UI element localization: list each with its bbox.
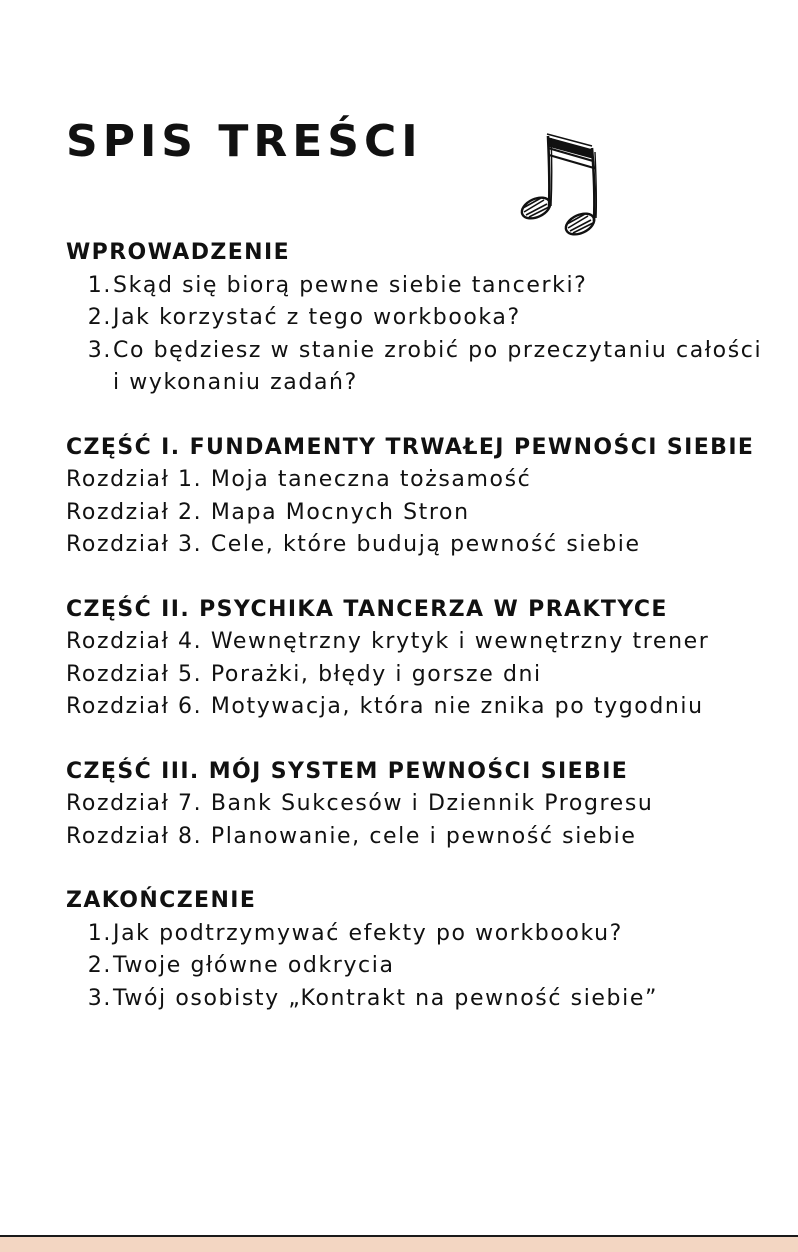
list-item bbox=[66, 950, 766, 983]
item-number: 3. bbox=[87, 337, 112, 363]
table-of-contents bbox=[66, 237, 766, 1047]
chapter-item: Rozdział 4. Wewnętrzny krytyk i wewnętrzny trener bbox=[66, 629, 710, 654]
section-part-1 bbox=[66, 432, 766, 562]
item-number: 1. bbox=[87, 920, 112, 946]
music-note-icon bbox=[514, 128, 606, 246]
item-number: 3. bbox=[87, 985, 112, 1011]
item-text: Jak podtrzymywać efekty po workbooku? bbox=[113, 920, 623, 946]
footer-bar bbox=[0, 1235, 798, 1252]
list-item bbox=[66, 270, 766, 303]
item-text: Co będziesz w stanie zrobić po przeczytaniu całości i wykonaniu zadań? bbox=[113, 337, 763, 395]
section-introduction bbox=[66, 237, 766, 400]
item-text: Twój osobisty „Kontrakt na pewność siebie” bbox=[113, 985, 658, 1011]
chapter-item: Rozdział 5. Porażki, błędy i gorsze dni bbox=[66, 661, 542, 687]
item-number: 2. bbox=[87, 953, 112, 978]
section-heading: ZAKOŃCZENIE bbox=[66, 888, 257, 913]
section-heading: CZĘŚĆ II. PSYCHIKA TANCERZA W PRAKTYCE bbox=[66, 596, 668, 622]
chapter-item: Rozdział 8. Planowanie, cele i pewność siebie bbox=[66, 823, 637, 849]
item-text: Twoje główne odkrycia bbox=[113, 953, 395, 978]
page-title: SPIS TREŚCI bbox=[66, 116, 423, 167]
section-conclusion bbox=[66, 885, 766, 1015]
list-item bbox=[66, 335, 766, 400]
list-item bbox=[66, 918, 766, 951]
section-part-2 bbox=[66, 594, 766, 724]
item-number: 2. bbox=[87, 305, 112, 330]
section-heading: WPROWADZENIE bbox=[66, 240, 291, 265]
chapter-item: Rozdział 6. Motywacja, która nie znika po tygodniu bbox=[66, 694, 704, 719]
item-text: Skąd się biorą pewne siebie tancerki? bbox=[113, 272, 588, 298]
chapter-item: Rozdział 2. Mapa Mocnych Stron bbox=[66, 499, 470, 525]
chapter-item: Rozdział 1. Moja taneczna tożsamość bbox=[66, 467, 532, 492]
item-number: 1. bbox=[87, 272, 112, 298]
chapter-item: Rozdział 3. Cele, które budują pewność siebie bbox=[66, 532, 641, 557]
section-heading: CZĘŚĆ I. FUNDAMENTY TRWAŁEJ PEWNOŚCI SIEBIE bbox=[66, 434, 755, 460]
list-item bbox=[66, 302, 766, 335]
list-item bbox=[66, 983, 766, 1016]
chapter-item: Rozdział 7. Bank Sukcesów i Dziennik Progresu bbox=[66, 791, 654, 816]
item-text: Jak korzystać z tego workbooka? bbox=[113, 305, 521, 330]
section-heading: CZĘŚĆ III. MÓJ SYSTEM PEWNOŚCI SIEBIE bbox=[66, 758, 629, 784]
section-part-3 bbox=[66, 756, 766, 854]
